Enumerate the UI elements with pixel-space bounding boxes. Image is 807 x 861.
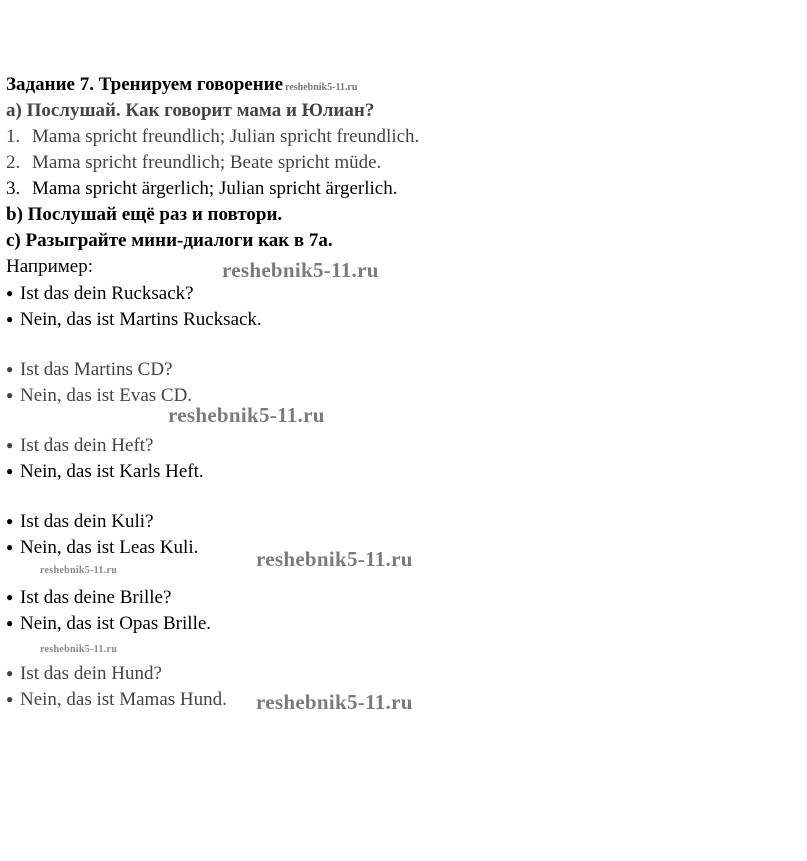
watermark: reshebnik5-11.ru (256, 690, 413, 714)
exercise-title-text: Задание 7. Тренируем говорение (6, 74, 284, 95)
bullet-icon: ● (6, 286, 14, 300)
task-c-heading: c) Разыграйте мини-диалоги как в 7а. (6, 230, 333, 251)
item-number: 3. (6, 178, 21, 199)
bullet-icon: ● (6, 666, 14, 680)
bullet-icon: ● (6, 590, 14, 604)
task-a-item (6, 124, 796, 150)
dialog-answer-text: Nein, das ist Opas Brille. (20, 613, 212, 634)
dialog-answer-text: Nein, das ist Mamas Hund. (20, 689, 227, 710)
bullet-icon: ● (6, 464, 14, 478)
item-text: Mama spricht freundlich; Beate spricht müde. (32, 152, 382, 173)
task-a-heading: a) Послушай. Как говорит мама и Юлиан? (6, 100, 375, 121)
watermark: reshebnik5-11.ru (168, 403, 325, 427)
dialog-question-text: Ist das deine Brille? (20, 587, 172, 608)
dialog-answer (6, 306, 796, 332)
dialog-answer (6, 610, 796, 636)
item-text: Mama spricht freundlich; Julian spricht freundlich. (32, 126, 420, 147)
spacer (6, 636, 796, 660)
bullet-icon: ● (6, 362, 14, 376)
spacer (6, 332, 796, 356)
exercise-document (6, 72, 796, 712)
bullet-icon: ● (6, 540, 14, 554)
bullet-icon: ● (6, 514, 14, 528)
item-number: 1. (6, 126, 21, 147)
dialog-question (6, 584, 796, 610)
bullet-icon: ● (6, 438, 14, 452)
dialog-answer (6, 382, 796, 408)
item-text: Mama spricht ärgerlich; Julian spricht ärgerlich. (32, 178, 398, 199)
dialog-question-text: Ist das dein Kuli? (20, 511, 154, 532)
dialog-answer-text: Nein, das ist Martins Rucksack. (20, 309, 262, 330)
bullet-icon: ● (6, 692, 14, 706)
dialog-answer-text: Nein, das ist Karls Heft. (20, 461, 204, 482)
bullet-icon: ● (6, 388, 14, 402)
item-number: 2. (6, 152, 21, 173)
dialog-question (6, 432, 796, 458)
watermark: reshebnik5-11.ru (40, 644, 118, 655)
watermark: reshebnik5-11.ru (222, 258, 379, 282)
spacer (6, 408, 796, 432)
spacer (6, 484, 796, 508)
dialog-question (6, 660, 796, 686)
dialog-question (6, 356, 796, 382)
dialog-question-text: Ist das dein Heft? (20, 435, 154, 456)
dialog-question-text: Ist das dein Rucksack? (20, 283, 194, 304)
task-b-heading: b) Послушай ещё раз и повтори. (6, 204, 283, 225)
dialog-answer-text: Nein, das ist Leas Kuli. (20, 537, 199, 558)
watermark: reshebnik5-11.ru (40, 565, 118, 576)
exercise-title (6, 72, 796, 98)
dialog-question-text: Ist das Martins CD? (20, 359, 173, 380)
dialog-question (6, 280, 796, 306)
dialog-answer-text: Nein, das ist Evas CD. (20, 385, 193, 406)
dialog-question-text: Ist das dein Hund? (20, 663, 162, 684)
dialog-answer (6, 458, 796, 484)
title-watermark: reshebnik5-11.ru (285, 82, 358, 93)
dialog-question (6, 508, 796, 534)
task-a-item (6, 150, 796, 176)
task-a-item (6, 176, 796, 202)
bullet-icon: ● (6, 312, 14, 326)
bullet-icon: ● (6, 616, 14, 630)
example-label: Например: (6, 256, 93, 277)
watermark: reshebnik5-11.ru (256, 547, 413, 571)
